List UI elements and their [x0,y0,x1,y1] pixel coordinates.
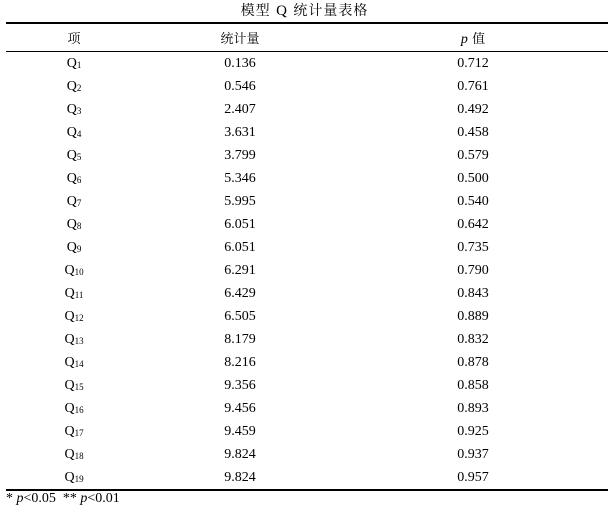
item-letter: Q [64,263,75,278]
cell-statistic: 0.546 [224,79,256,94]
cell-item [6,98,142,121]
cell-item [6,144,142,167]
cell-statistic: 6.051 [224,240,256,255]
cell-item [6,75,142,98]
cell-statistic: 3.631 [224,125,256,140]
item-subscript: 12 [74,313,84,323]
table-row [6,443,608,466]
item-subscript: 18 [74,451,84,461]
cell-p-value: 0.761 [457,79,489,94]
item-subscript: 19 [74,474,84,484]
item-subscript: 6 [76,175,82,185]
item-subscript: 17 [74,428,84,438]
item-subscript: 11 [74,290,84,300]
note-val1: <0.05 [23,491,56,506]
table-row [6,75,608,98]
cell-statistic: 0.136 [224,56,256,71]
cell-p-value: 0.889 [457,309,489,324]
table-row [6,167,608,190]
cell-p-value: 0.925 [457,424,489,439]
title-prefix: 模型 [240,3,271,19]
item-letter: Q [64,378,75,393]
cell-item [6,52,142,76]
cell-statistic: 8.179 [224,332,256,347]
table-row [6,282,608,305]
cell-p-value: 0.843 [457,286,489,301]
cell-statistic: 9.824 [142,466,338,490]
item-letter: Q [64,286,75,301]
table-row [6,190,608,213]
item-subscript: 16 [74,405,84,415]
table-row [6,420,608,443]
cell-p-value: 0.937 [457,447,489,462]
table-row [6,397,608,420]
table-body [6,52,608,491]
cell-statistic: 9.459 [224,424,256,439]
cell-p-value: 0.492 [457,102,489,117]
title-q: Q [276,3,288,19]
header-p-value [338,23,608,52]
item-letter: Q [66,79,77,94]
cell-p-value: 0.500 [457,171,489,186]
cell-statistic: 5.995 [224,194,256,209]
item-letter: Q [64,447,75,462]
note-p1: p [16,491,24,506]
item-letter: Q [64,470,75,485]
header-row [6,23,608,52]
item-subscript: 4 [76,129,82,139]
cell-statistic: 9.356 [224,378,256,393]
cell-p-value: 0.735 [457,240,489,255]
item-subscript: 8 [76,221,82,231]
cell-statistic: 6.051 [224,217,256,232]
cell-p-value: 0.832 [457,332,489,347]
cell-item [6,259,142,282]
table-row [6,213,608,236]
item-subscript: 5 [76,152,82,162]
cell-p-value: 0.712 [457,56,489,71]
item-letter: Q [66,102,77,117]
cell-p-value: 0.893 [457,401,489,416]
cell-statistic: 9.456 [224,401,256,416]
item-subscript: 13 [74,336,84,346]
cell-p-value: 0.540 [457,194,489,209]
cell-item [6,328,142,351]
item-subscript: 2 [76,83,82,93]
cell-p-value: 0.642 [457,217,489,232]
table-row [6,374,608,397]
cell-item [6,305,142,328]
item-letter: Q [64,332,75,347]
item-subscript: 1 [76,60,82,70]
cell-item [6,420,142,443]
cell-statistic: 3.799 [224,148,256,163]
table-row [6,259,608,282]
cell-statistic: 8.216 [224,355,256,370]
table-row [6,305,608,328]
item-letter: Q [66,148,77,163]
header-statistic: 统计量 [142,23,338,52]
cell-statistic: 6.291 [224,263,256,278]
header-item: 项 [6,23,142,52]
cell-item [6,213,142,236]
cell-item [6,190,142,213]
table-row [6,466,608,490]
cell-statistic: 9.824 [224,447,256,462]
table-row [6,144,608,167]
table-row [6,236,608,259]
q-statistic-table [6,22,608,491]
table-row [6,98,608,121]
item-letter: Q [66,171,77,186]
cell-p-value: 0.878 [457,355,489,370]
item-subscript: 15 [74,382,84,392]
cell-item [6,351,142,374]
note-star2: ** [55,491,81,506]
item-letter: Q [66,194,77,209]
note-p2: p [80,491,88,506]
item-subscript: 14 [74,359,84,369]
cell-p-value: 0.579 [457,148,489,163]
table-row [6,351,608,374]
item-letter: Q [66,125,77,140]
cell-item [6,167,142,190]
item-letter: Q [64,309,75,324]
note-star1: * [6,491,17,506]
cell-p-value: 0.790 [457,263,489,278]
item-subscript: 3 [76,106,82,116]
cell-item [6,466,142,490]
table-row [6,121,608,144]
significance-note [6,490,120,508]
table-title [0,2,609,20]
item-letter: Q [66,240,77,255]
cell-statistic: 6.505 [224,309,256,324]
item-letter: Q [64,355,75,370]
cell-item [6,282,142,305]
cell-statistic: 6.429 [224,286,256,301]
cell-item [6,236,142,259]
header-p-suffix: 值 [472,31,486,47]
item-subscript: 9 [76,244,82,254]
item-letter: Q [64,424,75,439]
cell-item [6,443,142,466]
cell-statistic: 2.407 [224,102,256,117]
cell-p-value: 0.858 [457,378,489,393]
item-subscript: 7 [76,198,82,208]
header-p-symbol: p [460,31,468,47]
cell-item [6,374,142,397]
item-letter: Q [64,401,75,416]
cell-p-value: 0.458 [457,125,489,140]
item-subscript: 10 [74,267,84,277]
table-row [6,52,608,76]
item-letter: Q [66,56,77,71]
cell-item [6,397,142,420]
cell-item [6,121,142,144]
cell-p-value: 0.957 [338,466,608,490]
cell-statistic: 5.346 [224,171,256,186]
title-suffix: 统计量表格 [293,3,369,19]
note-val2: <0.01 [87,491,120,506]
item-letter: Q [66,217,77,232]
table-row [6,328,608,351]
